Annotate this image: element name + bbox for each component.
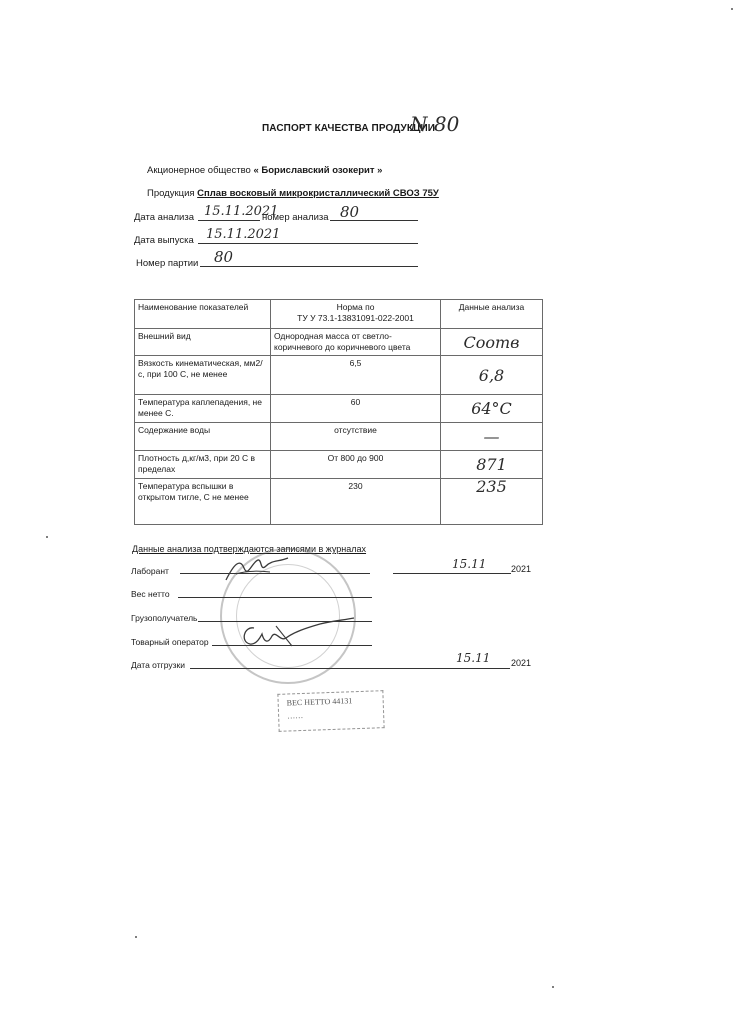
stamp-text-line2: ……	[286, 710, 304, 721]
scan-speck	[46, 536, 48, 538]
row-norm: 60	[271, 395, 441, 423]
consignee-label: Грузополучатель	[131, 613, 198, 623]
row-norm: 230	[271, 479, 441, 525]
operator-label: Товарный оператор	[131, 637, 209, 647]
release-date-label: Дата выпуска	[134, 235, 194, 246]
laborant-date-line	[393, 573, 511, 574]
net-weight-line	[178, 597, 372, 598]
row-result: 871	[441, 451, 543, 479]
shipment-date-handwritten: 15.11	[456, 651, 491, 665]
batch-number-underline	[200, 266, 418, 267]
row-name: Внешний вид	[135, 329, 271, 356]
laborant-date-handwritten: 15.11	[452, 557, 487, 571]
row-name: Плотность д,кг/м3, при 20 С в пределах	[135, 451, 271, 479]
company-name: « Бориславский озокерит »	[253, 165, 383, 176]
release-date-value: 15.11.2021	[206, 227, 281, 242]
row-name: Содержание воды	[135, 423, 271, 451]
row-result: 6,8	[441, 356, 543, 395]
row-norm: отсутствие	[271, 423, 441, 451]
operator-signature-icon	[236, 616, 356, 652]
table-header-row	[135, 300, 543, 329]
scan-speck	[731, 8, 733, 10]
row-norm: От 800 до 900	[271, 451, 441, 479]
net-weight-label: Вес нетто	[131, 589, 170, 599]
quality-indicators-table	[134, 299, 543, 525]
row-norm: Однородная масса от светло-коричневого до коричневого цвета	[271, 329, 441, 356]
table-row	[135, 451, 543, 479]
stamp-text-line1: ВЕС НЕТТО 44131	[286, 696, 353, 708]
row-result: Соотв	[441, 329, 543, 356]
company-line	[147, 165, 382, 176]
analysis-date-label: Дата анализа	[134, 212, 194, 223]
header-result: Данные анализа	[441, 300, 543, 329]
header-name: Наименование показателей	[135, 300, 271, 329]
row-result: —	[441, 423, 543, 451]
laborant-year: 2021	[511, 564, 532, 574]
row-name: Температура вспышки в открытом тигле, С не менее	[135, 479, 271, 525]
page-title: ПАСПОРТ КАЧЕСТВА ПРОДУКЦИИ	[262, 123, 436, 134]
release-date-underline	[198, 243, 418, 244]
row-name: Вязкость кинематическая, мм2/с, при 100 С, не менее	[135, 356, 271, 395]
analysis-number-value: 80	[340, 203, 360, 221]
table-row	[135, 479, 543, 525]
header-norm-line2: ТУ У 73.1-13831091-022-2001	[297, 313, 414, 323]
shipment-year: 2021	[511, 658, 532, 668]
shipment-date-label: Дата отгрузки	[131, 660, 185, 670]
row-result: 235	[441, 479, 543, 525]
header-norm	[271, 300, 441, 329]
product-name: Сплав восковый микрокристаллический СВОЗ 75У	[197, 188, 439, 199]
header-norm-line1: Норма по	[336, 302, 375, 312]
scan-speck	[135, 936, 137, 938]
laborant-signature-icon	[222, 554, 292, 584]
company-label: Акционерное общество	[147, 165, 251, 176]
rectangular-stamp	[277, 690, 384, 732]
table-row	[135, 329, 543, 356]
shipment-date-line	[190, 668, 510, 669]
scan-speck	[552, 986, 554, 988]
product-label: Продукция	[147, 188, 195, 199]
row-norm: 6,5	[271, 356, 441, 395]
laborant-label: Лаборант	[131, 566, 169, 576]
analysis-number-label: номер анализа	[262, 212, 329, 223]
analysis-date-underline	[198, 220, 260, 221]
row-name: Температура каплепадения, не менее С.	[135, 395, 271, 423]
table-row	[135, 356, 543, 395]
row-result: 64°С	[441, 395, 543, 423]
passport-number-handwritten: N 80	[410, 112, 460, 136]
batch-number-label: Номер партии	[136, 258, 199, 269]
table-row	[135, 423, 543, 451]
batch-number-value: 80	[214, 248, 234, 266]
product-line	[147, 188, 439, 199]
table-row	[135, 395, 543, 423]
analysis-date-value: 15.11.2021	[204, 204, 279, 219]
rectangular-stamp-text	[287, 696, 353, 720]
confirmation-text: Данные анализа подтверждаются записями в журналах	[132, 544, 367, 554]
